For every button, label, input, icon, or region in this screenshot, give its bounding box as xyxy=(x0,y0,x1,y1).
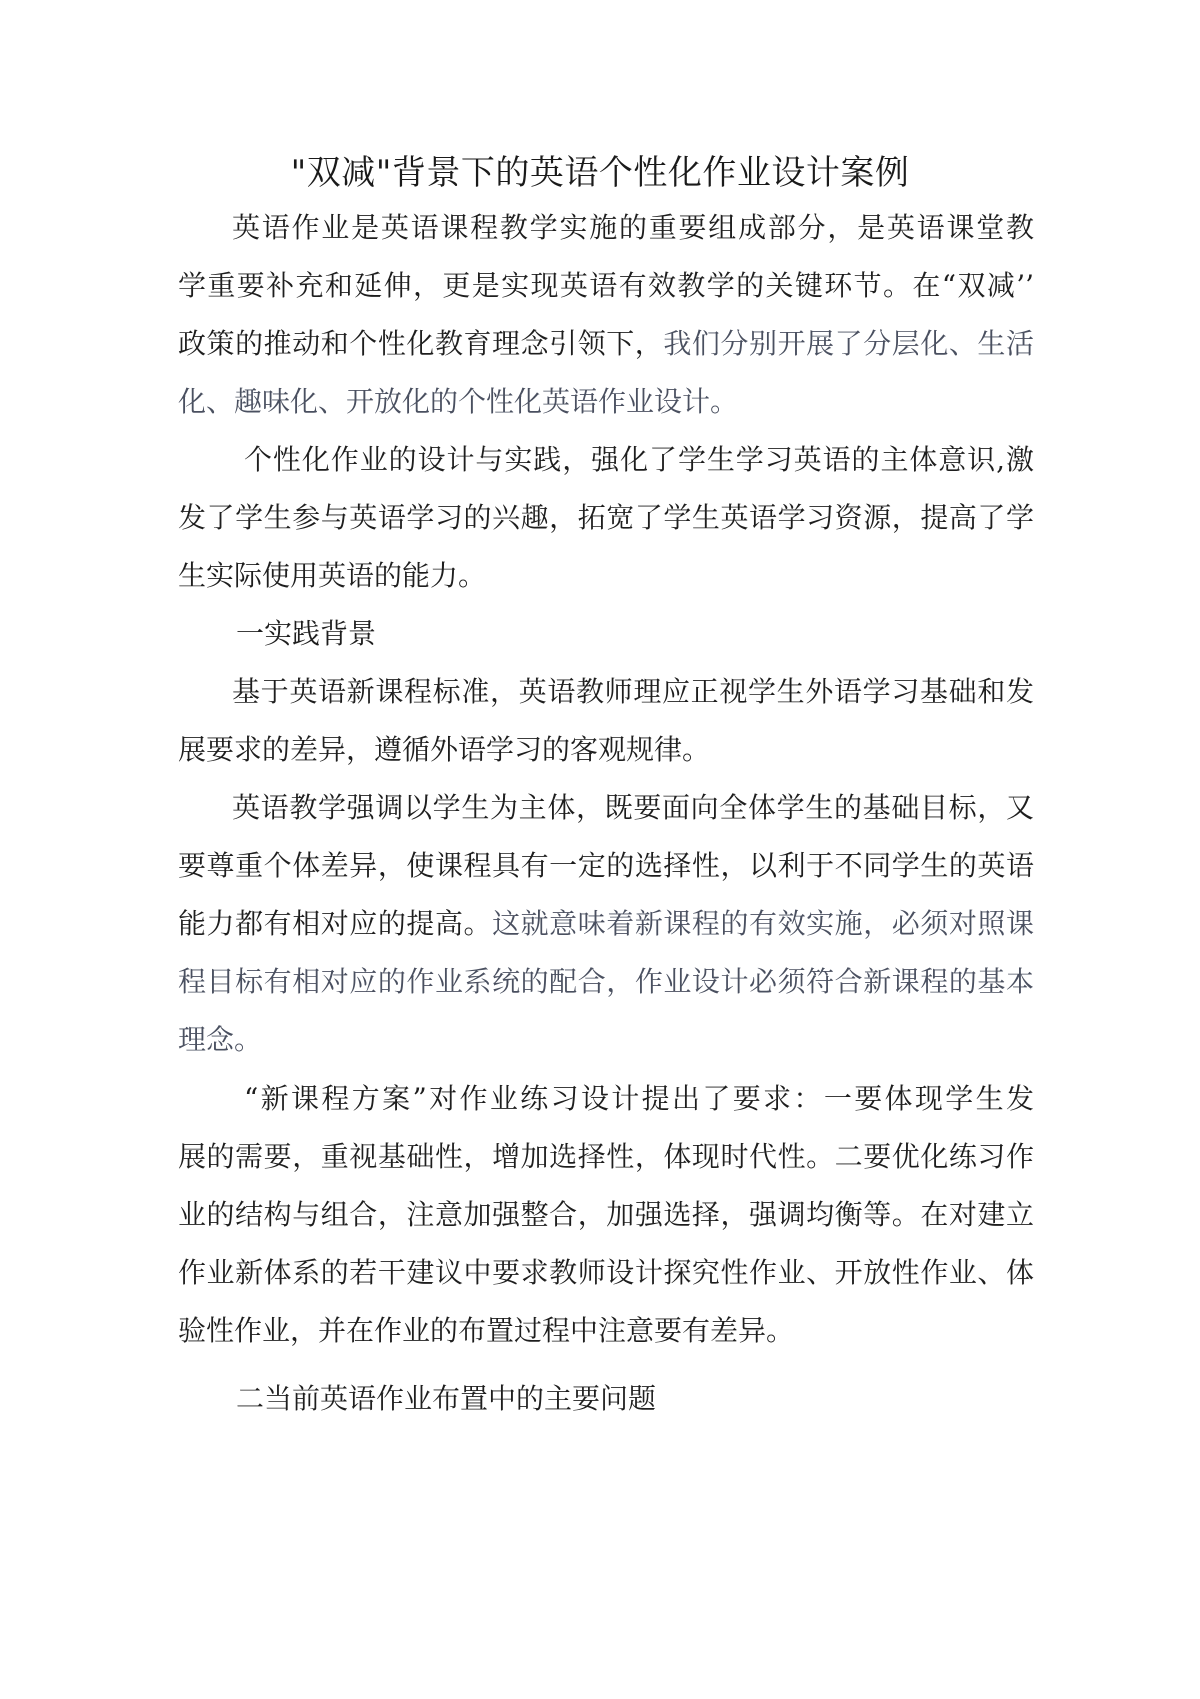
text-run: 英语作业是英语课程教学实施的重要组成部分，是英语课堂教 xyxy=(232,211,1034,244)
text-run-muted: 我们分别开展了分层化、生活 xyxy=(663,327,1034,360)
paragraph-4-line-4 xyxy=(178,963,1034,1001)
paragraph-3-line-2 xyxy=(178,731,710,769)
paragraph-4-line-2 xyxy=(178,847,1034,885)
text-run: 政策的推动和个性化教育理念引领下， xyxy=(178,327,664,360)
paragraph-5-line-4 xyxy=(178,1254,1034,1292)
paragraph-2-line-3 xyxy=(178,557,486,595)
text-run: 验性作业，并在作业的布置过程中注意要有差异。 xyxy=(178,1314,795,1347)
section-heading-1: 一实践背景 xyxy=(236,617,377,650)
document-title: "双减"背景下的英语个性化作业设计案例 xyxy=(290,153,910,193)
text-run: “新课程方案”对作业练习设计提出了要求：一要体现学生发 xyxy=(244,1082,1034,1115)
paragraph-2-line-2 xyxy=(178,499,1034,537)
text-run: 展的需要，重视基础性，增加选择性，体现时代性。二要优化练习作 xyxy=(178,1140,1034,1173)
text-run: 业的结构与组合，注意加强整合，加强选择，强调均衡等。在对建立 xyxy=(178,1198,1034,1231)
paragraph-5-line-2 xyxy=(178,1138,1034,1176)
text-run: 能力都有相对应的提高。 xyxy=(178,907,493,940)
paragraph-3-line-1 xyxy=(232,673,1034,711)
text-run: 要尊重个体差异，使课程具有一定的选择性，以利于不同学生的英语 xyxy=(178,849,1034,882)
text-run: 学重要补充和延伸，更是实现英语有效教学的关键环节。在“双减’’ xyxy=(178,269,1034,302)
text-run-muted: 化、趣味化、开放化的个性化英语作业设计。 xyxy=(178,385,739,418)
paragraph-4-line-1 xyxy=(232,789,1034,827)
text-run: 展要求的差异，遵循外语学习的客观规律。 xyxy=(178,733,711,766)
text-run: 个性化作业的设计与实践，强化了学生学习英语的主体意识,激 xyxy=(244,443,1034,476)
paragraph-4-line-5 xyxy=(178,1021,262,1059)
paragraph-1-line-3 xyxy=(178,325,1034,363)
text-run-muted: 程目标有相对应的作业系统的配合，作业设计必须符合新课程的基本 xyxy=(178,965,1034,998)
text-run: 生实际使用英语的能力。 xyxy=(178,559,487,592)
paragraph-1-line-4 xyxy=(178,383,738,421)
section-heading-2: 二当前英语作业布置中的主要问题 xyxy=(236,1382,657,1415)
paragraph-5-line-5 xyxy=(178,1312,794,1350)
paragraph-4-line-3 xyxy=(178,905,1034,943)
paragraph-2-line-1 xyxy=(244,441,1034,479)
text-run: 作业新体系的若干建议中要求教师设计探究性作业、开放性作业、体 xyxy=(178,1256,1034,1289)
text-run-muted: 理念。 xyxy=(178,1023,263,1056)
paragraph-5-line-3 xyxy=(178,1196,1034,1234)
text-run: 基于英语新课程标准，英语教师理应正视学生外语学习基础和发 xyxy=(232,675,1034,708)
text-run: 发了学生参与英语学习的兴趣，拓宽了学生英语学习资源，提高了学 xyxy=(178,501,1034,534)
paragraph-1-line-1 xyxy=(232,209,1034,247)
text-run-muted: 这就意味着新课程的有效实施，必须对照课 xyxy=(492,907,1034,940)
paragraph-1-line-2 xyxy=(178,267,1034,305)
paragraph-5-line-1 xyxy=(244,1080,1034,1118)
text-run: 英语教学强调以学生为主体，既要面向全体学生的基础目标，又 xyxy=(232,791,1034,824)
